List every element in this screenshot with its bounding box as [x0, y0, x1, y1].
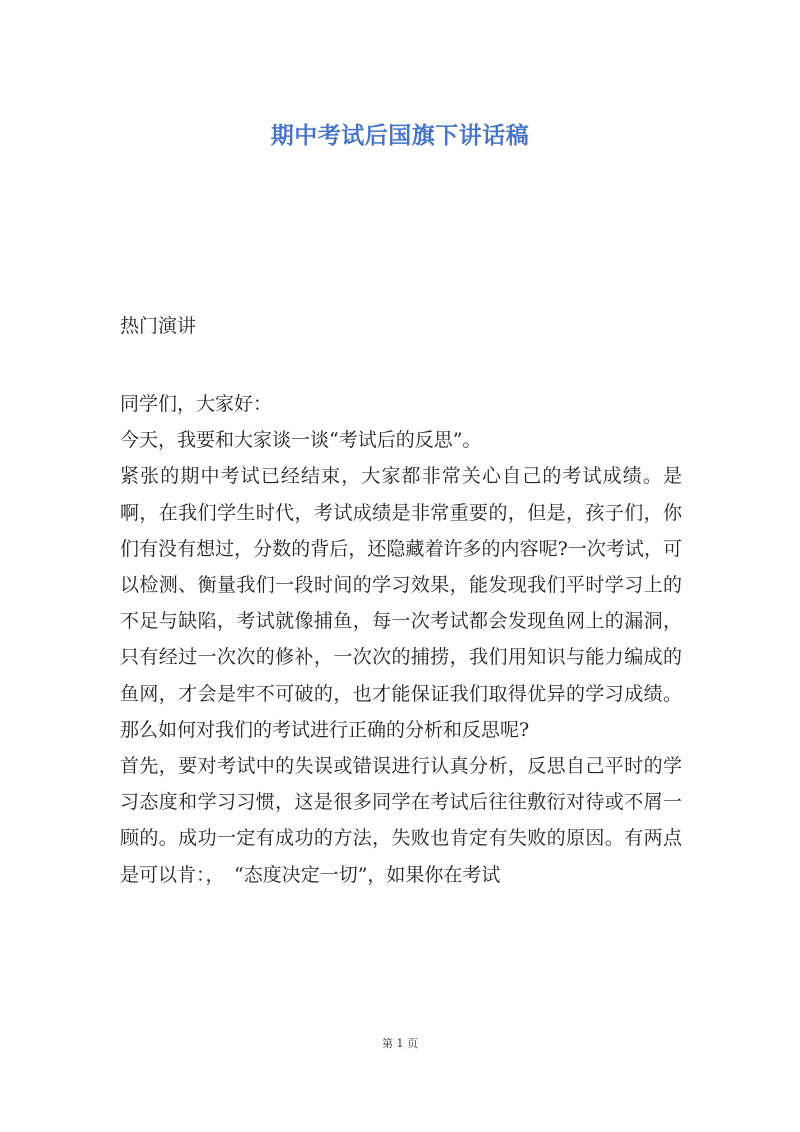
- body-text: [120, 386, 682, 893]
- category-label: 热门演讲: [120, 315, 197, 337]
- paragraph-greeting: 同学们，大家好：: [120, 393, 273, 415]
- page-number: 第 1 页: [382, 1037, 418, 1050]
- paragraph-first: 首先，要对考试中的失误或错误进行认真分析，反思自己平时的学习态度和学习习惯，这是很多同学在考试后往往敷衍对待或不屑一顾的。成功一定有成功的方法，失败也肯定有失败的原因。有两点是可以肯：， “态度决定一切”，如果你在考试: [120, 755, 682, 886]
- paragraph-intro: 今天，我要和大家谈一谈“考试后的反思”。: [120, 429, 482, 452]
- page-title: 期中考试后国旗下讲话稿: [270, 123, 530, 149]
- paragraph-exam: 紧张的期中考试已经结束，大家都非常关心自己的考试成绩。是啊，在我们学生时代，考试成绩是非常重要的，但是，孩子们，你们有没有想过，分数的背后，还隐藏着许多的内容呢?一次考试，可以检测、衡量我们一段时间的学习效果，能发现我们平时学习上的不足与缺陷，考试就像捕鱼，每一次考试都会发现鱼网上的漏洞，只有经过一次次的修补，一次次的捕捞，我们用知识与能力编成的鱼网，才会是牢不可破的，也才能保证我们取得优异的学习成绩。那么如何对我们的考试进行正确的分析和反思呢?: [120, 465, 682, 741]
